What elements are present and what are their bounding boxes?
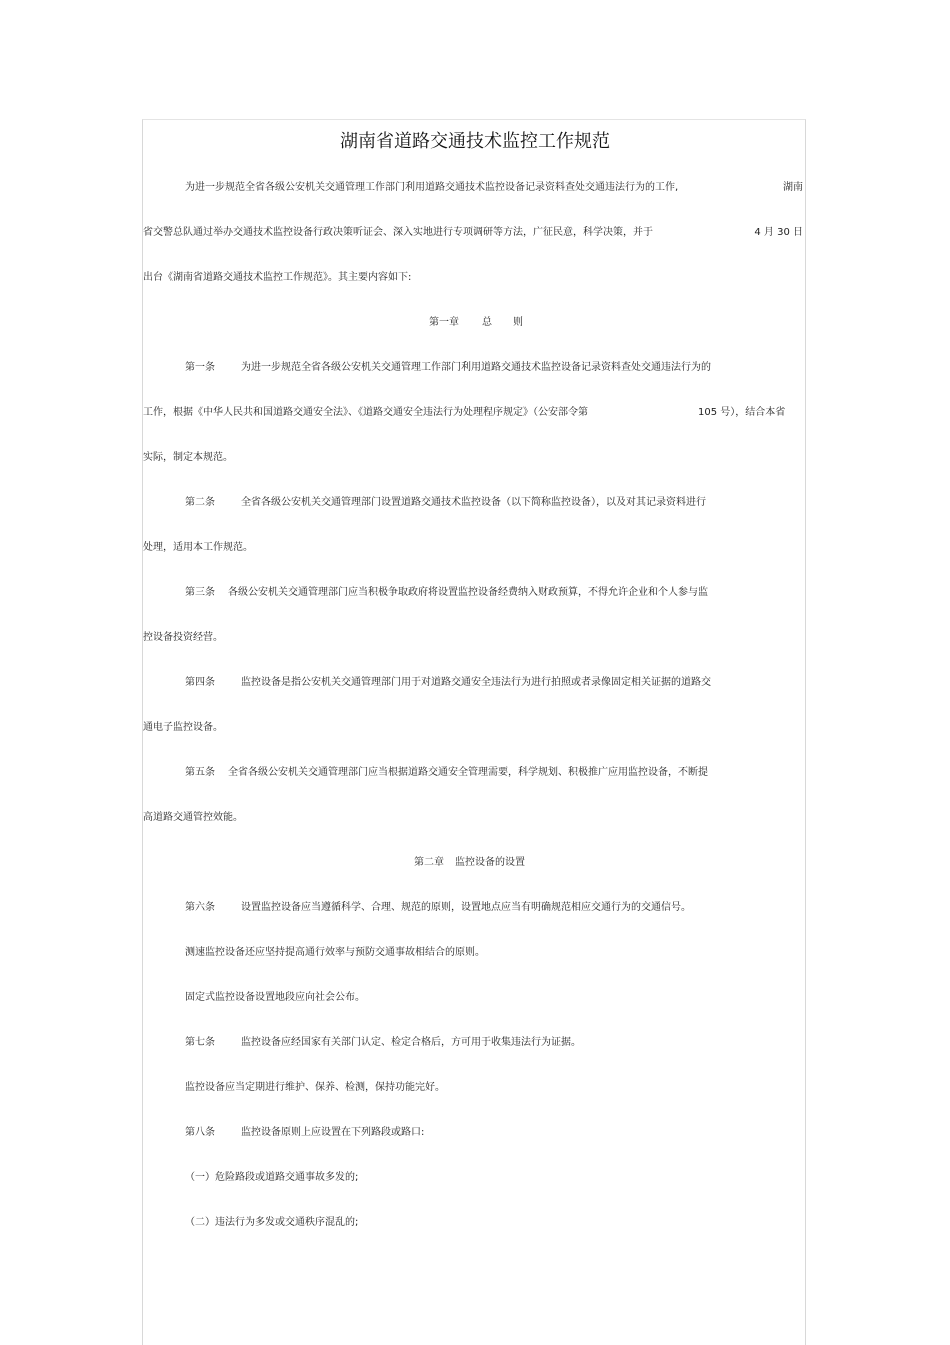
article-8-item-2: （二）违法行为多发或交通秩序混乱的; [185,1217,359,1228]
article-1-line-3: 实际，制定本规范。 [143,452,233,463]
article-3-label: 第三条 [185,587,215,598]
article-8-line-1: 监控设备原则上应设置在下列路段或路口: [241,1127,425,1138]
article-2-line-1: 全省各级公安机关交通管理部门设置道路交通技术监控设备（以下简称监控设备），以及对其记录资料进行 [241,497,706,508]
intro-line-3: 出台《湖南省道路交通技术监控工作规范》。其主要内容如下: [143,272,412,283]
article-7-line-1: 监控设备应经国家有关部门认定、检定合格后，方可用于收集违法行为证据。 [241,1037,581,1048]
document-title: 湖南省道路交通技术监控工作规范 [340,131,610,152]
intro-line-2-tail: 4 月 30 日 [754,227,803,238]
article-4-line-1: 监控设备是指公安机关交通管理部门用于对道路交通安全违法行为进行拍照或者录像固定相关证据的道路交 [241,677,711,688]
article-1-line-2: 工作，根据《中华人民共和国道路交通安全法》、《道路交通安全违法行为处理程序规定》（公安部令第 [143,407,588,418]
article-1-label: 第一条 [185,362,215,373]
article-5-line-1: 全省各级公安机关交通管理部门应当根据道路交通安全管理需要，科学规划、积极推广应用监控设备，不断提 [228,767,708,778]
article-7-label: 第七条 [185,1037,215,1048]
article-6-line-2: 测速监控设备还应坚持提高通行效率与预防交通事故相结合的原则。 [185,947,485,958]
article-3-line-2: 控设备投资经营。 [143,632,223,643]
article-6-line-1: 设置监控设备应当遵循科学、合理、规范的原则，设置地点应当有明确规范相应交通行为的交通信号。 [241,902,691,913]
article-4-label: 第四条 [185,677,215,688]
article-6-line-3: 固定式监控设备设置地段应向社会公布。 [185,992,365,1003]
article-7-line-2: 监控设备应当定期进行维护、保养、检测，保持功能完好。 [185,1082,445,1093]
article-4-line-2: 通电子监控设备。 [143,722,223,733]
article-8-label: 第八条 [185,1127,215,1138]
article-5-line-2: 高道路交通管控效能。 [143,812,243,823]
article-3-line-1: 各级公安机关交通管理部门应当积极争取政府将设置监控设备经费纳入财政预算，不得允许企业和个人参与监 [228,587,708,598]
article-6-label: 第六条 [185,902,215,913]
article-8-item-1: （一）危险路段或道路交通事故多发的; [185,1172,359,1183]
intro-line-1: 为进一步规范全省各级公安机关交通管理工作部门利用道路交通技术监控设备记录资料查处交通违法行为的工作, [185,182,679,193]
document-page [142,119,806,1345]
article-5-label: 第五条 [185,767,215,778]
chapter-2-name: 监控设备的设置 [455,857,525,868]
article-2-line-2: 处理，适用本工作规范。 [143,542,253,553]
intro-line-2: 省交警总队通过举办交通技术监控设备行政决策听证会、深入实地进行专项调研等方法，广征民意，科学决策，并于 [143,227,653,238]
article-2-label: 第二条 [185,497,215,508]
article-1-line-2-tail: 105 号），结合本省 [698,407,786,418]
intro-line-1-tail: 湖南 [783,182,803,193]
chapter-1-label: 第一章 [429,317,459,328]
chapter-1-word-1: 总 [482,317,492,328]
chapter-2-label: 第二章 [414,857,444,868]
chapter-1-word-2: 则 [513,317,523,328]
article-1-line-1: 为进一步规范全省各级公安机关交通管理工作部门利用道路交通技术监控设备记录资料查处交通违法行为的 [241,362,711,373]
